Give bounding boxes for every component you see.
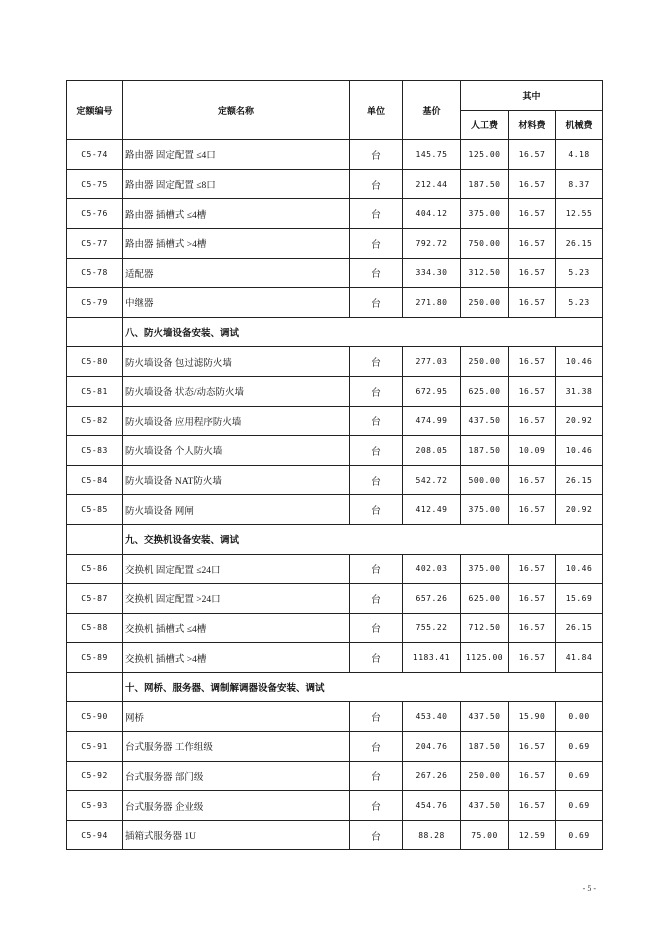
- machine-cost: 5.23: [556, 288, 603, 318]
- labor-cost: 312.50: [461, 258, 509, 288]
- unit: 台: [350, 702, 403, 732]
- machine-cost: 10.46: [556, 436, 603, 466]
- labor-cost: 712.50: [461, 613, 509, 643]
- material-cost: 16.57: [509, 228, 556, 258]
- base-price: 212.44: [403, 169, 461, 199]
- machine-cost: 10.46: [556, 554, 603, 584]
- base-price: 204.76: [403, 732, 461, 762]
- machine-cost: 10.46: [556, 347, 603, 377]
- labor-cost: 75.00: [461, 820, 509, 850]
- base-price: 672.95: [403, 376, 461, 406]
- table-row: [67, 199, 603, 229]
- table-row: [67, 258, 603, 288]
- material-cost: 16.57: [509, 258, 556, 288]
- table-row: [67, 376, 603, 406]
- table-row: [67, 228, 603, 258]
- unit: 台: [350, 258, 403, 288]
- quota-name: 路由器 固定配置 ≤8口: [123, 169, 350, 199]
- table-row: [67, 347, 603, 377]
- table-row: [67, 140, 603, 170]
- unit: 台: [350, 791, 403, 821]
- base-price: 542.72: [403, 465, 461, 495]
- section-code-cell: [67, 672, 123, 702]
- quota-code: C5-79: [67, 288, 123, 318]
- unit: 台: [350, 584, 403, 614]
- unit: 台: [350, 140, 403, 170]
- quota-code: C5-82: [67, 406, 123, 436]
- base-price: 1183.41: [403, 643, 461, 673]
- material-cost: 15.90: [509, 702, 556, 732]
- section-code-cell: [67, 524, 123, 554]
- material-cost: 16.57: [509, 406, 556, 436]
- quota-code: C5-94: [67, 820, 123, 850]
- unit: 台: [350, 761, 403, 791]
- machine-cost: 41.84: [556, 643, 603, 673]
- base-price: 453.40: [403, 702, 461, 732]
- labor-cost: 375.00: [461, 495, 509, 525]
- quota-name: 路由器 插槽式 >4槽: [123, 228, 350, 258]
- table-row: [67, 702, 603, 732]
- material-cost: 16.57: [509, 732, 556, 762]
- unit: 台: [350, 199, 403, 229]
- unit: 台: [350, 436, 403, 466]
- labor-cost: 625.00: [461, 584, 509, 614]
- quota-code: C5-85: [67, 495, 123, 525]
- labor-cost: 437.50: [461, 702, 509, 732]
- material-cost: 10.09: [509, 436, 556, 466]
- machine-cost: 0.69: [556, 791, 603, 821]
- header-code: 定额编号: [67, 81, 123, 140]
- base-price: 474.99: [403, 406, 461, 436]
- unit: 台: [350, 732, 403, 762]
- material-cost: 16.57: [509, 169, 556, 199]
- section-row: [67, 524, 603, 554]
- table-row: [67, 761, 603, 791]
- material-cost: 16.57: [509, 554, 556, 584]
- labor-cost: 625.00: [461, 376, 509, 406]
- labor-cost: 437.50: [461, 791, 509, 821]
- table-row: [67, 465, 603, 495]
- base-price: 402.03: [403, 554, 461, 584]
- base-price: 657.26: [403, 584, 461, 614]
- machine-cost: 0.00: [556, 702, 603, 732]
- unit: 台: [350, 613, 403, 643]
- base-price: 454.76: [403, 791, 461, 821]
- section-title: 十、网桥、服务器、调制解调器设备安装、调试: [123, 672, 603, 702]
- quota-code: C5-90: [67, 702, 123, 732]
- section-row: [67, 672, 603, 702]
- base-price: 88.28: [403, 820, 461, 850]
- material-cost: 16.57: [509, 791, 556, 821]
- unit: 台: [350, 554, 403, 584]
- table-row: [67, 820, 603, 850]
- machine-cost: 20.92: [556, 495, 603, 525]
- base-price: 412.49: [403, 495, 461, 525]
- quota-name: 交换机 插槽式 >4槽: [123, 643, 350, 673]
- quota-name: 插箱式服务器 1U: [123, 820, 350, 850]
- table-row: [67, 643, 603, 673]
- quota-name: 防火墙设备 状态/动态防火墙: [123, 376, 350, 406]
- material-cost: 16.57: [509, 465, 556, 495]
- page-number: - 5 -: [582, 884, 596, 893]
- quota-name: 路由器 固定配置 ≤4口: [123, 140, 350, 170]
- unit: 台: [350, 347, 403, 377]
- quota-code: C5-89: [67, 643, 123, 673]
- labor-cost: 375.00: [461, 199, 509, 229]
- base-price: 334.30: [403, 258, 461, 288]
- table-row: [67, 554, 603, 584]
- table-row: [67, 288, 603, 318]
- machine-cost: 4.18: [556, 140, 603, 170]
- quota-code: C5-86: [67, 554, 123, 584]
- table-row: [67, 732, 603, 762]
- quota-name: 台式服务器 工作组级: [123, 732, 350, 762]
- quota-code: C5-80: [67, 347, 123, 377]
- quota-name: 网桥: [123, 702, 350, 732]
- material-cost: 12.59: [509, 820, 556, 850]
- labor-cost: 187.50: [461, 436, 509, 466]
- quota-name: 中继器: [123, 288, 350, 318]
- header-unit: 单位: [350, 81, 403, 140]
- unit: 台: [350, 820, 403, 850]
- unit: 台: [350, 465, 403, 495]
- base-price: 271.80: [403, 288, 461, 318]
- quota-name: 防火墙设备 NAT防火墙: [123, 465, 350, 495]
- labor-cost: 187.50: [461, 732, 509, 762]
- quota-name: 适配器: [123, 258, 350, 288]
- unit: 台: [350, 228, 403, 258]
- quota-code: C5-88: [67, 613, 123, 643]
- quota-code: C5-93: [67, 791, 123, 821]
- unit: 台: [350, 643, 403, 673]
- quota-name: 交换机 固定配置 ≤24口: [123, 554, 350, 584]
- table-row: [67, 495, 603, 525]
- section-row: [67, 317, 603, 347]
- labor-cost: 437.50: [461, 406, 509, 436]
- base-price: 208.05: [403, 436, 461, 466]
- quota-code: C5-78: [67, 258, 123, 288]
- labor-cost: 250.00: [461, 347, 509, 377]
- machine-cost: 12.55: [556, 199, 603, 229]
- quota-code: C5-75: [67, 169, 123, 199]
- base-price: 277.03: [403, 347, 461, 377]
- quota-name: 台式服务器 部门级: [123, 761, 350, 791]
- quota-code: C5-84: [67, 465, 123, 495]
- quota-name: 防火墙设备 包过滤防火墙: [123, 347, 350, 377]
- quota-code: C5-76: [67, 199, 123, 229]
- material-cost: 16.57: [509, 376, 556, 406]
- quota-table: [66, 80, 603, 850]
- machine-cost: 26.15: [556, 228, 603, 258]
- header-including: 其中: [461, 81, 603, 111]
- quota-name: 防火墙设备 网闸: [123, 495, 350, 525]
- base-price: 792.72: [403, 228, 461, 258]
- machine-cost: 0.69: [556, 732, 603, 762]
- material-cost: 16.57: [509, 495, 556, 525]
- header-base-price: 基价: [403, 81, 461, 140]
- table-row: [67, 584, 603, 614]
- material-cost: 16.57: [509, 761, 556, 791]
- base-price: 267.26: [403, 761, 461, 791]
- quota-name: 防火墙设备 应用程序防火墙: [123, 406, 350, 436]
- unit: 台: [350, 169, 403, 199]
- labor-cost: 250.00: [461, 288, 509, 318]
- section-code-cell: [67, 317, 123, 347]
- section-title: 八、防火墙设备安装、调试: [123, 317, 603, 347]
- base-price: 755.22: [403, 613, 461, 643]
- machine-cost: 15.69: [556, 584, 603, 614]
- quota-code: C5-83: [67, 436, 123, 466]
- header-material: 材料费: [509, 110, 556, 140]
- quota-name: 交换机 插槽式 ≤4槽: [123, 613, 350, 643]
- material-cost: 16.57: [509, 584, 556, 614]
- material-cost: 16.57: [509, 347, 556, 377]
- quota-code: C5-87: [67, 584, 123, 614]
- labor-cost: 125.00: [461, 140, 509, 170]
- machine-cost: 31.38: [556, 376, 603, 406]
- material-cost: 16.57: [509, 643, 556, 673]
- quota-code: C5-77: [67, 228, 123, 258]
- labor-cost: 187.50: [461, 169, 509, 199]
- header-labor: 人工费: [461, 110, 509, 140]
- header-name: 定额名称: [123, 81, 350, 140]
- material-cost: 16.57: [509, 140, 556, 170]
- machine-cost: 26.15: [556, 465, 603, 495]
- unit: 台: [350, 288, 403, 318]
- quota-name: 台式服务器 企业级: [123, 791, 350, 821]
- labor-cost: 250.00: [461, 761, 509, 791]
- table-row: [67, 436, 603, 466]
- quota-name: 防火墙设备 个人防火墙: [123, 436, 350, 466]
- quota-code: C5-92: [67, 761, 123, 791]
- section-title: 九、交换机设备安装、调试: [123, 524, 603, 554]
- material-cost: 16.57: [509, 199, 556, 229]
- table-row: [67, 791, 603, 821]
- quota-code: C5-74: [67, 140, 123, 170]
- base-price: 145.75: [403, 140, 461, 170]
- machine-cost: 20.92: [556, 406, 603, 436]
- machine-cost: 0.69: [556, 761, 603, 791]
- labor-cost: 500.00: [461, 465, 509, 495]
- machine-cost: 0.69: [556, 820, 603, 850]
- machine-cost: 26.15: [556, 613, 603, 643]
- labor-cost: 750.00: [461, 228, 509, 258]
- labor-cost: 375.00: [461, 554, 509, 584]
- quota-name: 交换机 固定配置 >24口: [123, 584, 350, 614]
- material-cost: 16.57: [509, 613, 556, 643]
- machine-cost: 5.23: [556, 258, 603, 288]
- table-row: [67, 406, 603, 436]
- quota-code: C5-91: [67, 732, 123, 762]
- table-row: [67, 169, 603, 199]
- base-price: 404.12: [403, 199, 461, 229]
- material-cost: 16.57: [509, 288, 556, 318]
- quota-name: 路由器 插槽式 ≤4槽: [123, 199, 350, 229]
- table-header-row: [67, 81, 603, 111]
- quota-code: C5-81: [67, 376, 123, 406]
- table-row: [67, 613, 603, 643]
- unit: 台: [350, 495, 403, 525]
- header-machine: 机械费: [556, 110, 603, 140]
- unit: 台: [350, 376, 403, 406]
- machine-cost: 8.37: [556, 169, 603, 199]
- unit: 台: [350, 406, 403, 436]
- table-body: [67, 140, 603, 850]
- labor-cost: 1125.00: [461, 643, 509, 673]
